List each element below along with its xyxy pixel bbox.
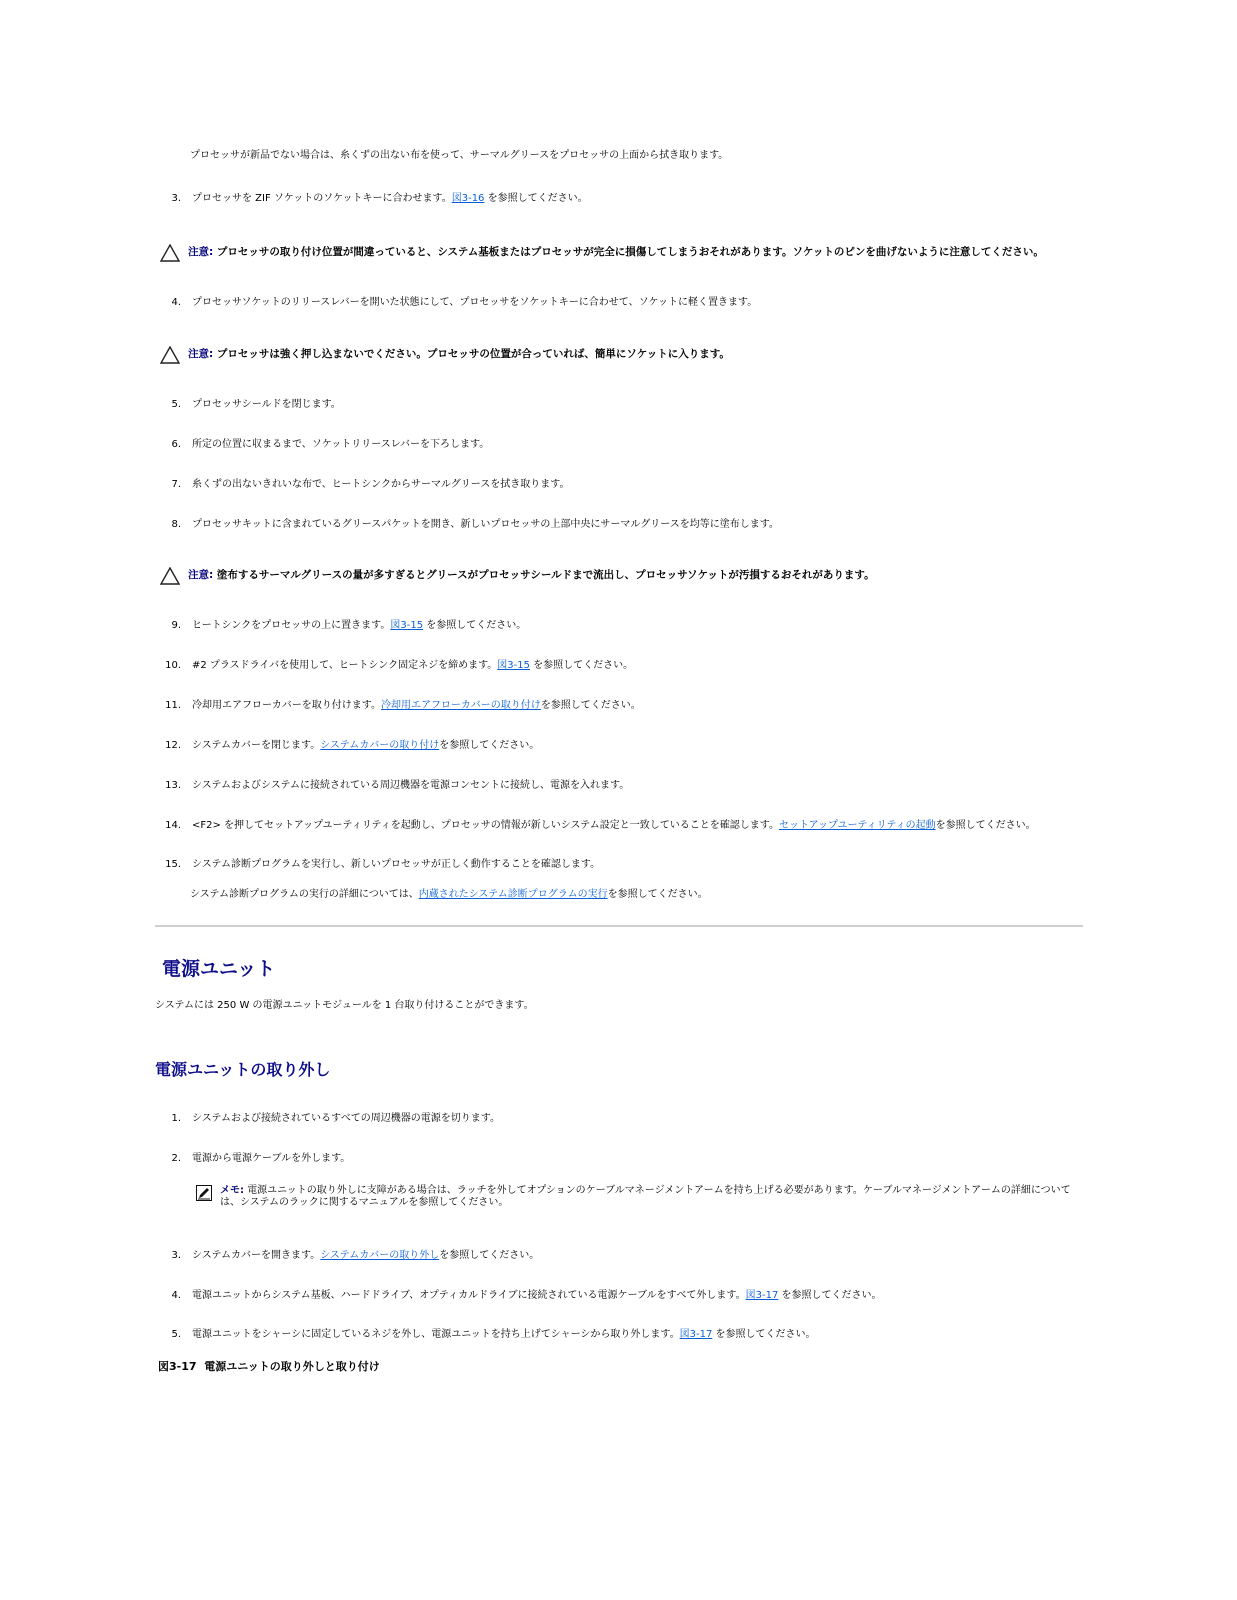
step-number: 2.	[171, 1153, 181, 1164]
step-text-suffix: を参照してください。	[484, 193, 588, 204]
step-text: #2 プラスドライバを使用して、ヒートシンク固定ネジを締めます。	[192, 660, 498, 671]
step-text: システムカバーを閉じます。	[192, 740, 321, 751]
link-fig-3-15[interactable]: 図3-15	[390, 620, 424, 631]
section-divider	[155, 925, 1083, 927]
link-run-diagnostics[interactable]: 内蔵されたシステム診断プログラムの実行	[418, 889, 608, 900]
note-text: 電源ユニットの取り外しに支障がある場合は、ラッチを外してオプションのケーブルマネージメントアームを持ち上げる必要があります。ケーブルマネージメントアームの詳細については、システムのラックに関するマニュアルを参照してください。	[220, 1185, 1071, 1208]
section-title: 電源ユニット	[162, 958, 276, 980]
step-number: 3.	[171, 1250, 181, 1261]
diagnostics-paragraph: システム診断プログラムの実行の詳細については、内蔵されたシステム診断プログラムの実行を参照してください。	[190, 889, 708, 900]
link-system-cover-install[interactable]: システムカバーの取り付け	[320, 740, 440, 751]
step-text-suffix: を参照してください。	[540, 700, 641, 711]
step-number: 15.	[165, 859, 181, 870]
step-number: 8.	[171, 519, 181, 530]
step-number: 12.	[165, 740, 181, 751]
caution-triangle-icon	[160, 346, 180, 364]
step-text: 電源ユニットをシャーシに固定しているネジを外し、電源ユニットを持ち上げてシャーシから取り外します。	[192, 1329, 680, 1340]
link-setup-utility[interactable]: セットアップユーティリティの起動	[778, 820, 936, 831]
step-text-suffix: を参照してください。	[778, 1290, 882, 1301]
step-number: 7.	[171, 479, 181, 490]
step-text-suffix: を参照してください。	[712, 1329, 816, 1340]
step-text: システムおよびシステムに接続されている周辺機器を電源コンセントに接続し、電源を入れます。	[192, 780, 630, 791]
step-text: システムおよび接続されているすべての周辺機器の電源を切ります。	[192, 1113, 500, 1124]
step-number: 4.	[171, 1290, 181, 1301]
step-number: 14.	[165, 820, 181, 831]
caution-triangle-icon	[160, 567, 180, 585]
link-fig-3-17[interactable]: 図3-17	[745, 1290, 779, 1301]
link-fig-3-15[interactable]: 図3-15	[497, 660, 530, 671]
step-number: 6.	[171, 439, 181, 450]
step-text-suffix: を参照してください。	[423, 620, 527, 631]
figure-title: 電源ユニットの取り外しと取り付け	[204, 1360, 380, 1373]
caution-label: 注意:	[188, 246, 214, 258]
step-number: 10.	[165, 660, 181, 671]
step-text: プロセッサキットに含まれているグリースパケットを開き、新しいプロセッサの上部中央にサーマルグリースを均等に塗布します。	[192, 519, 779, 530]
step-number: 5.	[171, 1329, 181, 1340]
step-text-suffix: を参照してください。	[935, 820, 1036, 831]
caution-label: 注意:	[188, 569, 214, 581]
link-airflow-cover-install[interactable]: 冷却用エアフローカバーの取り付け	[381, 700, 541, 711]
step-text: システム診断プログラムを実行し、新しいプロセッサが正しく動作することを確認します。	[192, 859, 601, 870]
step-text: 所定の位置に収まるまで、ソケットリリースレバーを下ろします。	[192, 439, 490, 450]
step-text: プロセッサソケットのリリースレバーを開いた状態にして、プロセッサをソケットキーに合わせて、ソケットに軽く置きます。	[192, 297, 758, 308]
step-text-suffix: を参照してください。	[529, 660, 634, 671]
step-number: 4.	[171, 297, 181, 308]
caution-label: 注意:	[188, 348, 214, 360]
intro-paragraph: プロセッサが新品でない場合は、糸くずの出ない布を使って、サーマルグリースをプロセッサの上面から拭き取ります。	[190, 150, 729, 161]
step-number: 1.	[171, 1113, 181, 1124]
section-intro: システムには 250 W の電源ユニットモジュールを 1 台取り付けることができます。	[155, 1000, 534, 1011]
step-text: <F2> を押してセットアップユーティリティを起動し、プロセッサの情報が新しいシステム設定と一致していることを確認します。	[192, 820, 779, 831]
step-number: 5.	[171, 399, 181, 410]
figure-number: 図3-17	[158, 1360, 197, 1373]
step-text: 冷却用エアフローカバーを取り付けます。	[192, 700, 381, 711]
figure-caption	[158, 1360, 380, 1374]
link-fig-3-17[interactable]: 図3-17	[679, 1329, 713, 1340]
link-fig-3-16[interactable]: 図3-16	[451, 193, 485, 204]
step-text: システムカバーを開きます。	[192, 1250, 321, 1261]
caution-text: プロセッサの取り付け位置が間違っていると、システム基板またはプロセッサが完全に損傷してしまうおそれがあります。ソケットのピンを曲げないように注意してください。	[216, 246, 1044, 258]
subsection-title: 電源ユニットの取り外し	[155, 1060, 331, 1079]
note-label: メモ:	[220, 1185, 244, 1196]
step-number: 3.	[171, 193, 181, 204]
caution-text: プロセッサは強く押し込まないでください。プロセッサの位置が合っていれば、簡単にソケットに入ります。	[216, 348, 730, 360]
step-text: プロセッサシールドを閉じます。	[192, 399, 341, 410]
caution-triangle-icon	[160, 244, 180, 262]
step-text: 電源から電源ケーブルを外します。	[192, 1153, 351, 1164]
step-number: 11.	[165, 700, 181, 711]
note-pencil-icon	[196, 1185, 212, 1201]
step-number: 9.	[171, 620, 181, 631]
step-text-suffix: を参照してください。	[439, 740, 540, 751]
step-text: 電源ユニットからシステム基板、ハードドライブ、オプティカルドライブに接続されている電源ケーブルをすべて外します。	[192, 1290, 746, 1301]
step-text: ヒートシンクをプロセッサの上に置きます。	[192, 620, 391, 631]
step-number: 13.	[165, 780, 181, 791]
step-text: プロセッサを ZIF ソケットのソケットキーに合わせます。	[192, 193, 452, 204]
step-text: 糸くずの出ないきれいな布で、ヒートシンクからサーマルグリースを拭き取ります。	[192, 479, 570, 490]
step-text-suffix: を参照してください。	[439, 1250, 540, 1261]
link-system-cover-removal[interactable]: システムカバーの取り外し	[320, 1250, 440, 1261]
caution-text: 塗布するサーマルグリースの量が多すぎるとグリースがプロセッサシールドまで流出し、プロセッサソケットが汚損するおそれがあります。	[216, 569, 875, 581]
